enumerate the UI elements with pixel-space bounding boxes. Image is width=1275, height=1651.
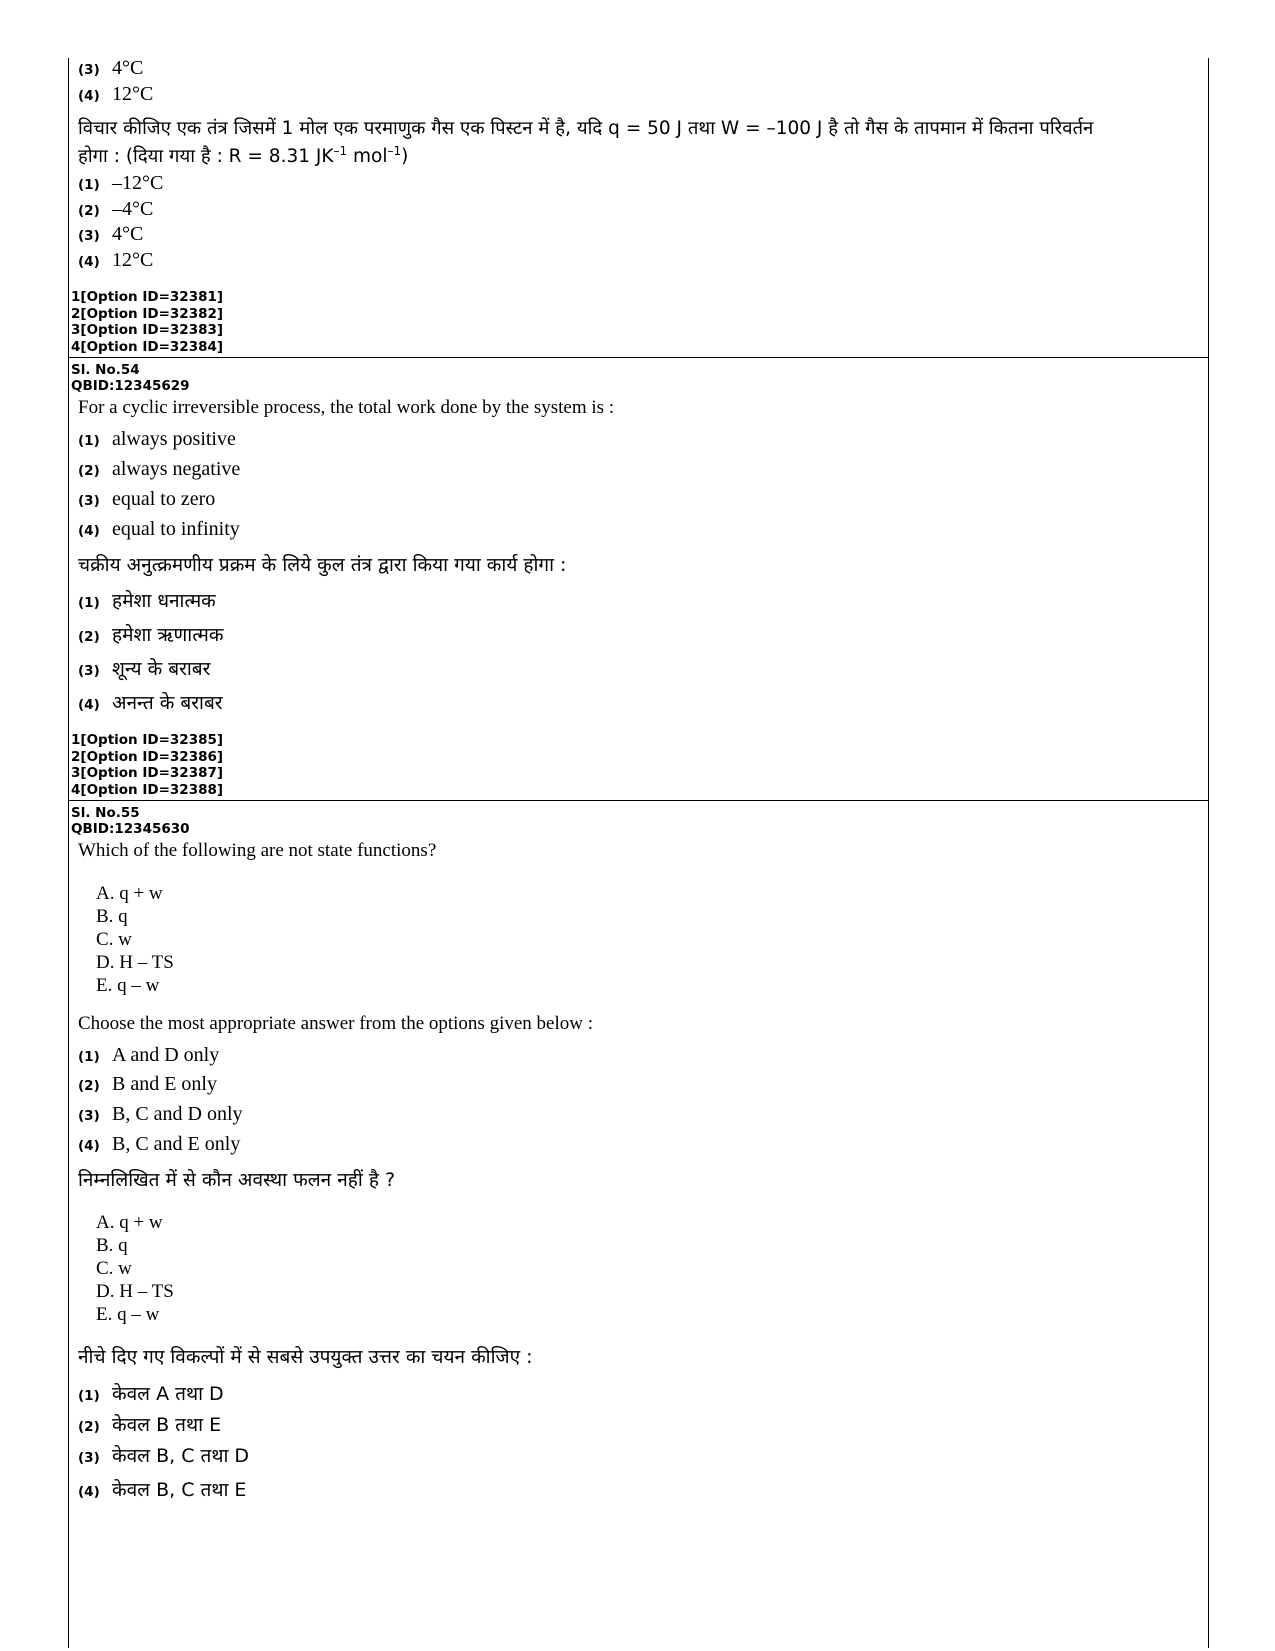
option-text: equal to zero bbox=[112, 488, 216, 510]
option-text: 12°C bbox=[112, 249, 154, 271]
option-number: (1) bbox=[78, 1049, 100, 1065]
option-number: (3) bbox=[78, 228, 100, 244]
statement-item: B. q bbox=[96, 1235, 128, 1256]
statement-item: E. q – w bbox=[96, 1304, 160, 1325]
option-number: (1) bbox=[78, 433, 100, 449]
option-item bbox=[78, 488, 215, 511]
option-item bbox=[78, 428, 236, 451]
option-text: B, C and E only bbox=[112, 1133, 241, 1155]
option-item bbox=[78, 1380, 224, 1406]
option-item bbox=[78, 1044, 219, 1067]
option-number: (4) bbox=[78, 523, 100, 539]
statement-item: A. q + w bbox=[96, 1212, 163, 1233]
option-item bbox=[78, 1476, 246, 1502]
option-item bbox=[78, 587, 216, 613]
question-text: For a cyclic irreversible process, the total work done by the system is : bbox=[78, 397, 615, 418]
option-item bbox=[78, 621, 224, 647]
separator-line bbox=[68, 357, 1209, 358]
option-id-list bbox=[71, 732, 223, 798]
statement-item: A. q + w bbox=[96, 883, 163, 904]
option-text: equal to infinity bbox=[112, 518, 240, 540]
question-bank-id: QBID:12345629 bbox=[71, 378, 190, 394]
option-text: केवल B, C तथा D bbox=[112, 1445, 250, 1467]
option-text: B, C and D only bbox=[112, 1103, 243, 1125]
option-item bbox=[78, 1133, 240, 1156]
statement-list bbox=[96, 1211, 174, 1326]
option-text: 4°C bbox=[112, 223, 144, 245]
option-id: 4[Option ID=32388] bbox=[71, 781, 224, 798]
question-text: Which of the following are not state functions? bbox=[78, 840, 437, 861]
superscript: –1 bbox=[387, 143, 402, 158]
option-text: 4°C bbox=[112, 57, 144, 79]
option-number: (3) bbox=[78, 1450, 100, 1466]
option-text: always negative bbox=[112, 458, 241, 480]
option-id: 3[Option ID=32387] bbox=[71, 765, 224, 781]
option-item bbox=[78, 198, 153, 221]
option-number: (2) bbox=[78, 1078, 100, 1094]
option-item bbox=[78, 223, 143, 246]
superscript: –1 bbox=[333, 143, 348, 158]
option-number: (4) bbox=[78, 1484, 100, 1500]
option-item bbox=[78, 83, 153, 106]
instruction-text: Choose the most appropriate answer from the options given below : bbox=[78, 1013, 594, 1034]
option-number: (3) bbox=[78, 493, 100, 509]
option-id: 2[Option ID=32382] bbox=[71, 305, 224, 322]
option-text: केवल B, C तथा E bbox=[112, 1479, 247, 1501]
option-number: (1) bbox=[78, 177, 100, 193]
question-text-part: mol bbox=[347, 146, 388, 167]
option-number: (3) bbox=[78, 1108, 100, 1124]
option-number: (2) bbox=[78, 629, 100, 645]
option-text: 12°C bbox=[112, 83, 154, 105]
statement-list bbox=[96, 882, 174, 997]
question-text-part: होगा : (दिया गया है : R = 8.31 JK bbox=[78, 146, 334, 167]
statement-item: E. q – w bbox=[96, 975, 160, 996]
option-text: B and E only bbox=[112, 1073, 217, 1095]
question-text-hindi: निम्नलिखित में से कौन अवस्था फलन नहीं है ? bbox=[78, 1169, 396, 1191]
option-item bbox=[78, 1442, 249, 1468]
option-item bbox=[78, 458, 240, 481]
option-item bbox=[78, 172, 163, 195]
option-text: –4°C bbox=[112, 198, 154, 220]
option-item bbox=[78, 518, 240, 541]
statement-item: D. H – TS bbox=[96, 952, 174, 973]
option-number: (1) bbox=[78, 1388, 100, 1404]
option-id: 1[Option ID=32385] bbox=[71, 732, 224, 748]
option-number: (4) bbox=[78, 697, 100, 713]
option-text: A and D only bbox=[112, 1044, 220, 1066]
option-id: 2[Option ID=32386] bbox=[71, 748, 224, 765]
question-bank-id: QBID:12345630 bbox=[71, 821, 190, 837]
option-number: (3) bbox=[78, 663, 100, 679]
question-text-part: ) bbox=[401, 146, 409, 167]
option-item bbox=[78, 655, 210, 681]
question-text-hindi-line2 bbox=[78, 143, 408, 168]
option-id: 1[Option ID=32381] bbox=[71, 289, 224, 305]
option-number: (4) bbox=[78, 254, 100, 270]
option-text: always positive bbox=[112, 428, 236, 450]
statement-item: C. w bbox=[96, 1258, 132, 1279]
option-text: केवल A तथा D bbox=[112, 1383, 224, 1405]
serial-number: Sl. No.55 bbox=[71, 805, 140, 821]
option-number: (4) bbox=[78, 1138, 100, 1154]
option-item bbox=[78, 689, 223, 715]
option-number: (2) bbox=[78, 203, 100, 219]
option-item bbox=[78, 249, 153, 272]
question-text-hindi: विचार कीजिए एक तंत्र जिसमें 1 मोल एक परमाणुक गैस एक पिस्टन में है, यदि q = 50 J तथा W = –100 J है तो गैस के तापमान में कितना परिवर्तन bbox=[78, 118, 1094, 139]
option-text: केवल B तथा E bbox=[112, 1414, 222, 1436]
statement-item: D. H – TS bbox=[96, 1281, 174, 1302]
separator-line bbox=[68, 800, 1209, 801]
serial-number: Sl. No.54 bbox=[71, 362, 140, 378]
option-item bbox=[78, 1073, 217, 1096]
option-item bbox=[78, 1411, 221, 1437]
option-text: –12°C bbox=[112, 172, 164, 194]
option-number: (4) bbox=[78, 88, 100, 104]
option-text: अनन्त के बराबर bbox=[112, 692, 223, 714]
question-meta bbox=[71, 805, 190, 837]
option-id-list bbox=[71, 289, 223, 355]
option-number: (2) bbox=[78, 1419, 100, 1435]
option-text: शून्य के बराबर bbox=[112, 658, 211, 680]
option-text: हमेशा ऋणात्मक bbox=[112, 624, 224, 646]
option-number: (3) bbox=[78, 62, 100, 78]
instruction-text-hindi: नीचे दिए गए विकल्पों में से सबसे उपयुक्त उत्तर का चयन कीजिए : bbox=[78, 1346, 533, 1368]
statement-item: B. q bbox=[96, 906, 128, 927]
option-number: (1) bbox=[78, 595, 100, 611]
option-item bbox=[78, 57, 143, 80]
option-id: 3[Option ID=32383] bbox=[71, 322, 224, 338]
option-id: 4[Option ID=32384] bbox=[71, 338, 224, 355]
option-number: (2) bbox=[78, 463, 100, 479]
option-text: हमेशा धनात्मक bbox=[112, 590, 216, 612]
statement-item: C. w bbox=[96, 929, 132, 950]
question-text-hindi: चक्रीय अनुत्क्रमणीय प्रक्रम के लिये कुल तंत्र द्वारा किया गया कार्य होगा : bbox=[78, 554, 567, 576]
option-item bbox=[78, 1103, 243, 1126]
question-meta bbox=[71, 362, 190, 394]
